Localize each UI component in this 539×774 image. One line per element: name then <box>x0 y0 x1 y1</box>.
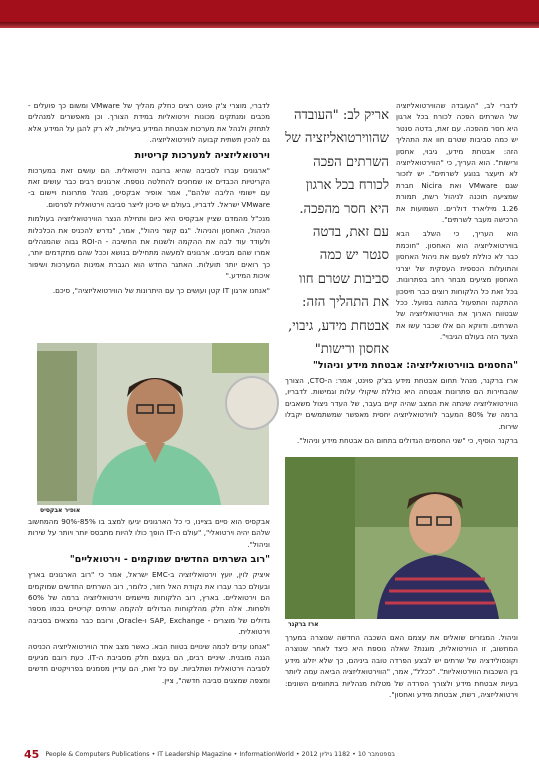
left-paragraph-2: "ארגונים עברו לסביבה שהיא ברובה וירטואלית. הם עושים זאת במערכות הקריטיות הכבדים או שמחכים להחלטה נוספת. ארגונים רבים כבר עושים זאת עם יישומי הליבה שלהם", אמר אופיר אבקסיס, מנהל פתרונות ויישום ב-VMware ישראל. לדבריו, בעולם יש סיכון לייצר סביבה וירטואלית לפרסום. <box>28 165 270 209</box>
right-paragraph-2: הוא העריך, כי השלב הבא בווירטואליזציה הוא האחסון. "חוכמת כבר לא כוללת לפעם את ניהול האחסון והתועלות הכספית העסקית של יצרני האחסון מציעים מבחר רחב בפתרונות. בכל זאת כל הלקוחות רוצים כבר חיסכון ההתקנה והתפעול בהתנה בפועל. ככל שבטווח הארוך את הווירטואליזציה של השרתים. ודווקא הם אלו שכבר עשו את הצעד הזה בעולם הגיבוי". <box>396 229 518 342</box>
left-paragraph-6: איציק לוין, יועץ וירטואליזציה ב-EMC ישראל, אמר כי "רוב הארגונים בארץ ובעולם כבר עברו את נקודת האל חזור, כלומר, רוב השרתים החדשים שמוקמים הם וירטואליים. בארץ, רוב הלקוחות מיישמים וירטואליזציה ברמה של 60% ולפחות. אלה חלק מהלקוחות הגדולים להקמה שרתים קריטיים בכמו מספר גדולים של מוצרים - SAP, Exchange ו-Oracle, ורובם כבר נמצאים בסביבה וירטואלית. <box>28 570 270 637</box>
left-paragraph-5: אבקסיס הוא סיים בציינו, כי כל הארגונים יגיעו למצב בו 85%-90% מהמחשוב שלהם יהיה וירטואלי", "עולם ה-IT הופך כולו להיות מתבסס יותר ויותר על שירות וניהול". <box>28 517 270 549</box>
article-column-right-top <box>396 100 518 354</box>
photo-caption-left: אופיר אבקסיס <box>40 507 81 514</box>
photo-ofir-abkasis <box>37 343 269 505</box>
left-paragraph-4: "אנחנו ארגון IT קטן ועושים כך עם היתרונות של הווירטואליזציה", סיכם. <box>52 285 270 295</box>
article-column-left-top <box>28 100 270 338</box>
article-column-right-wide <box>285 356 518 460</box>
right-heading-barriers: "החסמים בווירטואליזציה: אבטחת מידע וניהול" <box>313 360 518 371</box>
page-footer <box>24 748 524 762</box>
header-band <box>0 0 539 22</box>
pull-quote: אריק לב: "העובדה שהווירטואליזציה של השרתים הפכה לכורח בכל ארגון היא חסר מהפכה. עם זאת, בדטה סנטר יש כמה סביבות שטרם חוו את התהליך הזה: אבטחת מידע, גיבוי, אחסון ורישות" <box>285 108 389 358</box>
photo-erez-berkner <box>285 457 518 619</box>
page-number: 45 <box>24 748 40 761</box>
photo-caption-right: ארז ברקנר <box>288 621 319 628</box>
left-heading-new-servers: "רוב השרתים החדשים שמוקמים - וירטואליים" <box>69 554 270 566</box>
left-heading-critical-systems: וירטואליזציה למערכות קריטיות <box>134 149 270 161</box>
left-paragraph-3: מנכ"ל מהמדם שציין אבקסיס היא כיום ותחילת הנצר הווירטואליזציה בעולמות הניהול, האחסון והניהול. "גם קשר ניהול", אמר, "נדרש להכניס את הכלכלות ולעודד עוד לבה את ההקמה ולשנות את החשיבה - ה-ROI גבוה שהמנהלים אמרו שהם מבינים. ארגונים למעשה מתחילים בנושא וככל שהם מתקדמים יותר, כך רואים יותר תועלות. האתגר החדש הוא הגברת אמינות המערכות ושיפור איכות המידע." <box>28 214 270 281</box>
left-paragraph-1: לדברי, מוצרי צ'ק פוינט רצים כחלק מהליך של VMware ומשום כך פועלים - מכבים ומנתקים מכונות וירטואליות במידת הצורך. וכן מאפשרים למנהלים לתחזק ולנהל את מערכות אבטחת המידע ביעילות, לא רק להגן על המידע אלא גם להכין תשתית קבועה לווירטואליזציה. <box>28 101 270 145</box>
article-column-left-bottom <box>28 516 270 742</box>
right-paragraph-4: ברקנר הוסיף, כי "שני החסמים הגדולים בתחום הם אבטחת מידע וניהול". <box>296 436 518 446</box>
right-paragraph-5: וניהול. המגזרים שואלים את עצמם האם השכבה החדשה שנוצרה במערך המחשוב, זו הווירטואלית, מוגנת? שאלה נוספת היא כיצד לאחר שנוצרה וקונסולידציה של שרתים יש לבצע הפרדה טובה ביניהם, כך שלא יזלוג מידע בין השכבות הווירטואליות". "ככלל", אמר, "הווירטואליזציה הביאה עמה ליותר בעיות אבטחת מידע ולצורך הפרדה של מטלות מנהליות בתחומים השונים: וירטואליזציה, רשת, אבטחת מידע ואחסון". <box>284 633 518 700</box>
header-band-shadow <box>0 22 539 28</box>
article-column-right-bottom <box>285 632 518 742</box>
footer-publication-line: People & Computers Publications • IT Leadership Magazine • InformationWorld • 2012 בספטמבר 10 • 1182 גיליון <box>45 751 396 758</box>
left-paragraph-7: "אנחנו עדים לכמה שינויים בטווח הבא. כאשר מצב אחד הווירטואליזציה הכניסה הגנה מובנית. שיניים רבים, הם בעצם חלק מסביבת ה-IT. כעת רובם מגיעים לסביבה וירטואלית ושתלביות. עם כל זאת, הם עדיין מסמנים בפרויקטים חדשים ומצפה שמצגים סביבה חדשה", ציין. <box>28 641 270 685</box>
right-paragraph-3: ארז ברקנר, מנהל תחום אבטחת מידע בצ'ק פוינט, אמר: ה-CTO, הצורך שהבחירות הם פתרונות אבטחה היא כוללת שיקולי עלות וגמישות. לדבריו, הווירטואליזציה שינתה את המצב שהיה קיים בעבר, של העדר ניצול משאבים ברמה של 80% המעבר לווירטואליזציה יחסית מאפשר שמשתמשים יקבלו שירות. <box>285 376 518 431</box>
right-paragraph-1: לדברי לב, "העובדה שהווירטואליזציה של השרתים הפכה לכורח בכל ארגון היא חסר מהפכה. עם זאת, בדטה סנטר יש כמה סביבות שטרם חוו את התהליך הזה: אבטחת מידע, גיבוי, אחסון ורישות". הוא העריך, כי "הווירטואליזציה לא תיעצר בנוגע לשרתים". יש לזכור שגם VMware ואת Nicira חברת שמציעה תוכנה לניהול רשת, תמורת 1.26 מיליארד דולרים. השמועות את הרכישה מעבר לשרתים". <box>396 101 519 225</box>
